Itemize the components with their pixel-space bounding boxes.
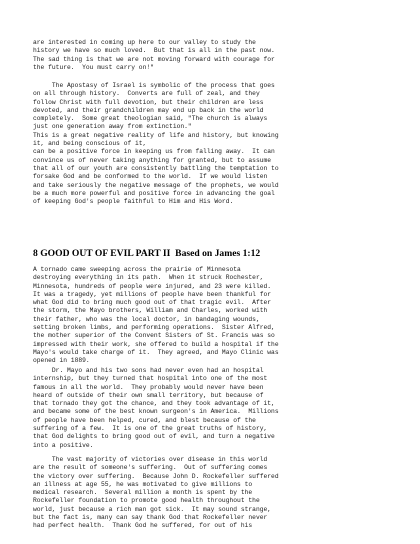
paragraph-mayo: Dr. Mayo and his two sons had never even had an hospital internship, but they turned that hospital into one of the most famous in all the world. They probably would never have been heard of outside of their own small territory, but because of that tornado they got the chance, and they took advantage of it, and became some of the best known surgeon's in America. Millions of people have been helped, cured, and blest because of the suffering of a few. It is one of the great truths of history, that God delights to bring good out of evil, and turn a negative into a positive. xyxy=(33,367,279,449)
chapter-heading: 8 GOOD OUT OF EVIL PART II Based on James 1:12 xyxy=(33,248,261,259)
paragraph-suffering: The vast majority of victories over disease in this world are the result of someone's suffering. Out of suffering comes the victory over suffering. Because John D. Rockefeller suffered an illness at age 55, he was motivated to give millions to medical research. Several million a month is spent by the Rockefeller foundation to promote good health throughout the world, just because a rich man got sick. It may sound strange, but the fact is, many can say thank God that Rockefeller never had perfect health. Thank God he suffered, for out of his xyxy=(33,456,279,530)
paragraph-tornado: A tornado came sweeping across the prairie of Minnesota destroying everything in its path. When it struck Rochester, Minnesota, hundreds of people were injured, and 23 were killed. It was a tragedy, yet millions of people have been thankful for what God did to bring much good out of that tragic evil. After the storm, the Mayo brothers, William and Charles, worked with their father, who was the local doctor, in bandaging wounds, setting broken limbs, and performing operations. Sister Alfred, the mother superior of the Convent Sisters of St. Francis was so impressed with their work, she offered to build a hospital if the Mayo's would take charge of it. They agreed, and Mayo Clinic was opened in 1889. xyxy=(33,266,279,365)
paragraph-closing-quote: are interested in coming up here to our valley to study the history we have so much loved. But that is all in the past now. The sad thing is that we are not moving forward with courage for the future. You must carry on!" xyxy=(33,39,275,71)
paragraph-apostasy: The Apostasy of Israel is symbolic of the process that goes on all through history. Converts are full of zeal, and they follow Christ with full devotion, but their children are less devoted, and their grandchildren may end up back in the world completely. Some great theologian said, "The church is always just one generation away from extinction." This is a great negative reality of life and history, but knowing it, and being conscious of it, can be a positive force in keeping us from falling away. It can convince us of never taking anything for granted, but to assume that all of our youth are consistently battling the temptation to forsake God and be conformed to the world. If we would listen and take seriously the negative message of the prophets, we would be a much more powerful and positive force in advancing the goal of keeping God's people faithful to Him and His Word. xyxy=(33,82,279,206)
